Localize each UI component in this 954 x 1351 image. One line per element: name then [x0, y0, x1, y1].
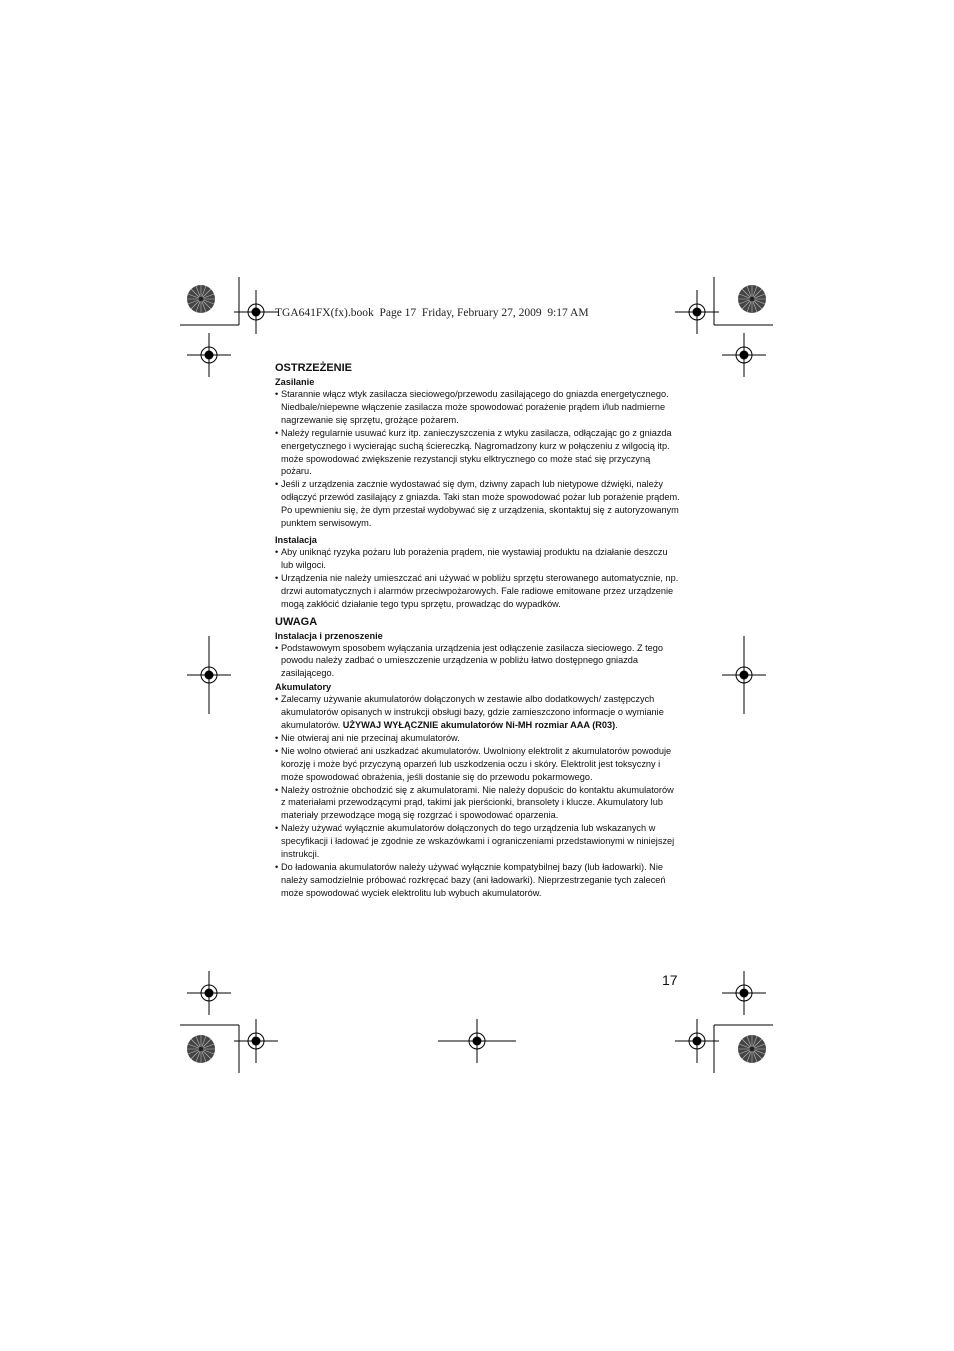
warning-heading: OSTRZEŻENIE — [275, 362, 353, 374]
list-item: • Podstawowym sposobem wyłączania urządzenia jest odłączenie zasilacza sieciowego. Z tego powodu należy zadbać o umieszczenie urządzenia w pobliżu łatwo dostępnego gniazda zasilającego. — [275, 642, 680, 681]
crosshair-mark-icon — [234, 290, 278, 334]
list-item: • Jeśli z urządzenia zacznie wydostawać się dym, dziwny zapach lub nietypowe dźwięki, należy odłączyć przewód zasilający z gniazda. Taki stan może spowodować pożar lub porażenie prądem. Po upewnieniu się, że dym przestał wydobywać się z urządzenia, skontaktuj się z autoryzowanym punktem serwisowym. — [275, 478, 680, 530]
installation-list — [275, 546, 680, 611]
crosshair-mark-icon — [722, 971, 766, 1015]
crosshair-mark-icon — [675, 1019, 719, 1063]
list-item: • Należy ostrożnie obchodzić się z akumulatorami. Nie należy dopuścic do kontaktu akumulatorów z materiałami przewodzącymi prąd, takimi jak pierścionki, bransolety i klucze. Akumulatory lub materiały przewodzące mogą się rozgrzać i spowodować oparzenia. — [275, 784, 680, 823]
starburst-mark-icon — [187, 285, 215, 313]
page-content — [275, 362, 680, 900]
list-item: • Nie wolno otwierać ani uszkadzać akumulatorów. Uwolniony elektrolit z akumulatorów powoduje korozję i może być przyczyną oparzeń lub uszkodzenia oczu i skóry. Elektrolit jest toksyczny i może spowodować obrażenia, jeśli dostanie się do przewodu pokarmowego. — [275, 745, 680, 784]
batteries-subheading: Akumulatory — [275, 682, 332, 693]
list-item — [275, 693, 680, 732]
list-item: • Nie otwieraj ani nie przecinaj akumulatorów. — [275, 732, 680, 745]
list-item: • Należy używać wyłącznie akumulatorów dołączonych do tego urządzenia lub wskazanych w specyfikacji i ładować je zgodnie ze wskazówkami i ograniczeniami przedstawionymi w niniejszej instrukcji. — [275, 822, 680, 861]
installation-subheading: Instalacja — [275, 534, 317, 545]
caution-heading: UWAGA — [275, 615, 318, 628]
install-move-list — [275, 642, 680, 681]
battery-type-emphasis: UŻYWAJ WYŁĄCZNIE akumulatorów Ni-MH rozmiar AAA (R03) — [342, 720, 616, 731]
crosshair-mark-icon — [187, 333, 231, 377]
list-item: • Starannie włącz wtyk zasilacza sieciowego/przewodu zasilającego do gniazda energetycznego. Niedbale/niepewne włączenie zasilacza może spowodować porażenie prądem i/lub nadmierne nagrzewanie się sprzętu, grożące pożarem. — [275, 388, 680, 427]
list-item: • Aby uniknąć ryzyka pożaru lub porażenia prądem, nie wystawiaj produktu na działanie deszczu lub wilgoci. — [275, 546, 680, 572]
power-list — [275, 388, 680, 530]
battery-recommendation-text: Zalecamy używanie akumulatorów dołączonych w zestawie albo dodatkowych/ zastępczych akumulatorów opisanych w instrukcji obsługi bazy, gdzie zamieszczono informacje o wymianie akumulatorów. — [281, 694, 664, 731]
power-subheading: Zasilanie — [275, 377, 315, 387]
batteries-list — [275, 693, 680, 900]
crosshair-mark-icon — [187, 971, 231, 1015]
starburst-mark-icon — [738, 285, 766, 313]
starburst-mark-icon — [187, 1035, 215, 1063]
crosshair-mark-icon — [234, 1019, 278, 1063]
crosshair-mark-icon — [675, 290, 719, 334]
list-item: • Urządzenia nie należy umieszczać ani używać w pobliżu sprzętu sterowanego automatycznie, np. drzwi automatycznych i alarmów przeciwpożarowych. Fale radiowe emitowane przez urządzenie mogą zakłócić działanie tego typu sprzętu, prowadząc do wypadków. — [275, 572, 680, 611]
list-item: • Do ładowania akumulatorów należy używać wyłącznie kompatybilnej bazy (lub ładowarki). Nie należy samodzielnie próbować rozkręcać bazy (ani ładowarki). Nieprzestrzeganie tych zaleceń może spowodować wyciek elektrolitu lub wybuch akumulatorów. — [275, 861, 680, 900]
starburst-mark-icon — [738, 1035, 766, 1063]
page-number: 17 — [662, 972, 678, 988]
crosshair-mark-icon — [722, 333, 766, 377]
file-info-header: TGA641FX(fx).book Page 17 Friday, February 27, 2009 9:17 AM — [275, 307, 589, 319]
install-move-subheading: Instalacja i przenoszenie — [275, 630, 383, 641]
list-item: • Należy regularnie usuwać kurz itp. zanieczyszczenia z wtyku zasilacza, odłączając go z gniazda energetycznego i wycierając suchą ściereczką. Nagromadzony kurz w połączeniu z wilgocią itp. może spowodować zwiększenie rezystancji styku elktrycznego co może stać się przyczyną pożaru. — [275, 427, 680, 479]
battery-recommendation-end: . — [615, 720, 618, 731]
